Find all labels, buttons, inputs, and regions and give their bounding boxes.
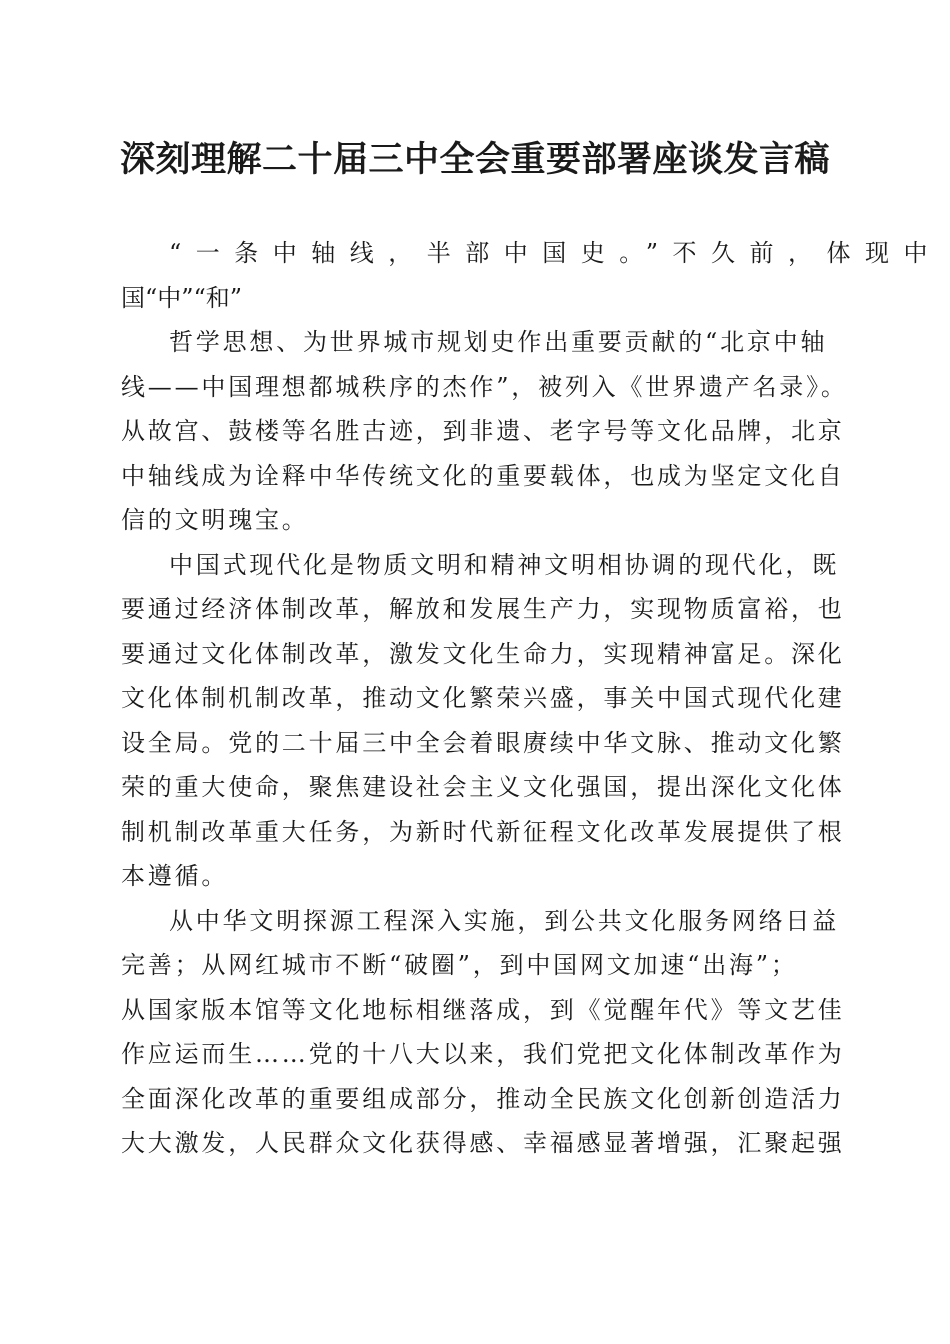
text-line: 线——中国理想都城秩序的杰作”，被列入《世界遗产名录》。 <box>121 373 848 401</box>
text-line: 信的文明瑰宝。 <box>121 506 309 534</box>
document-title: 深刻理解二十届三中全会重要部署座谈发言稿 <box>119 139 830 180</box>
text-line: 中轴线成为诠释中华传统文化的重要载体，也成为坚定文化自 <box>121 462 845 490</box>
text-line: 要通过文化体制改革，激发文化生命力，实现精神富足。深化 <box>121 640 845 668</box>
text-line: 哲学思想、为世界城市规划史作出重要贡献的“北京中轴 <box>169 328 828 356</box>
text-line: 制机制改革重大任务，为新时代新征程文化改革发展提供了根 <box>121 818 845 846</box>
text-line: 中国式现代化是物质文明和精神文明相协调的现代化，既 <box>169 551 839 579</box>
text-line: 全面深化改革的重要组成部分，推动全民族文化创新创造活力 <box>121 1085 845 1113</box>
text-line: 国“中”“和” <box>121 284 243 312</box>
text-line: 从故宫、鼓楼等名胜古迹，到非遗、老字号等文化品牌，北京 <box>121 417 845 445</box>
text-line: 文化体制机制改革，推动文化繁荣兴盛，事关中国式现代化建 <box>121 684 845 712</box>
text-line: 设全局。党的二十届三中全会着眼赓续中华文脉、推动文化繁 <box>121 729 845 757</box>
text-line: 从国家版本馆等文化地标相继落成，到《觉醒年代》等文艺佳 <box>121 996 845 1024</box>
text-line: 荣的重大使命，聚焦建设社会主义文化强国，提出深化文化体 <box>121 773 845 801</box>
text-line: 大大激发，人民群众文化获得感、幸福感显著增强，汇聚起强 <box>121 1129 845 1157</box>
text-line: 从中华文明探源工程深入实施，到公共文化服务网络日益 <box>169 907 839 935</box>
text-line: 完善；从网红城市不断“破圈”，到中国网文加速“出海”； <box>121 951 798 979</box>
text-line: 要通过经济体制改革，解放和发展生产力，实现物质富裕，也 <box>121 595 845 623</box>
text-line: “一条中轴线，半部中国史。”不久前，体现中 <box>169 239 943 267</box>
text-line: 作应运而生……党的十八大以来，我们党把文化体制改革作为 <box>121 1040 845 1068</box>
text-line: 本遵循。 <box>121 862 229 890</box>
